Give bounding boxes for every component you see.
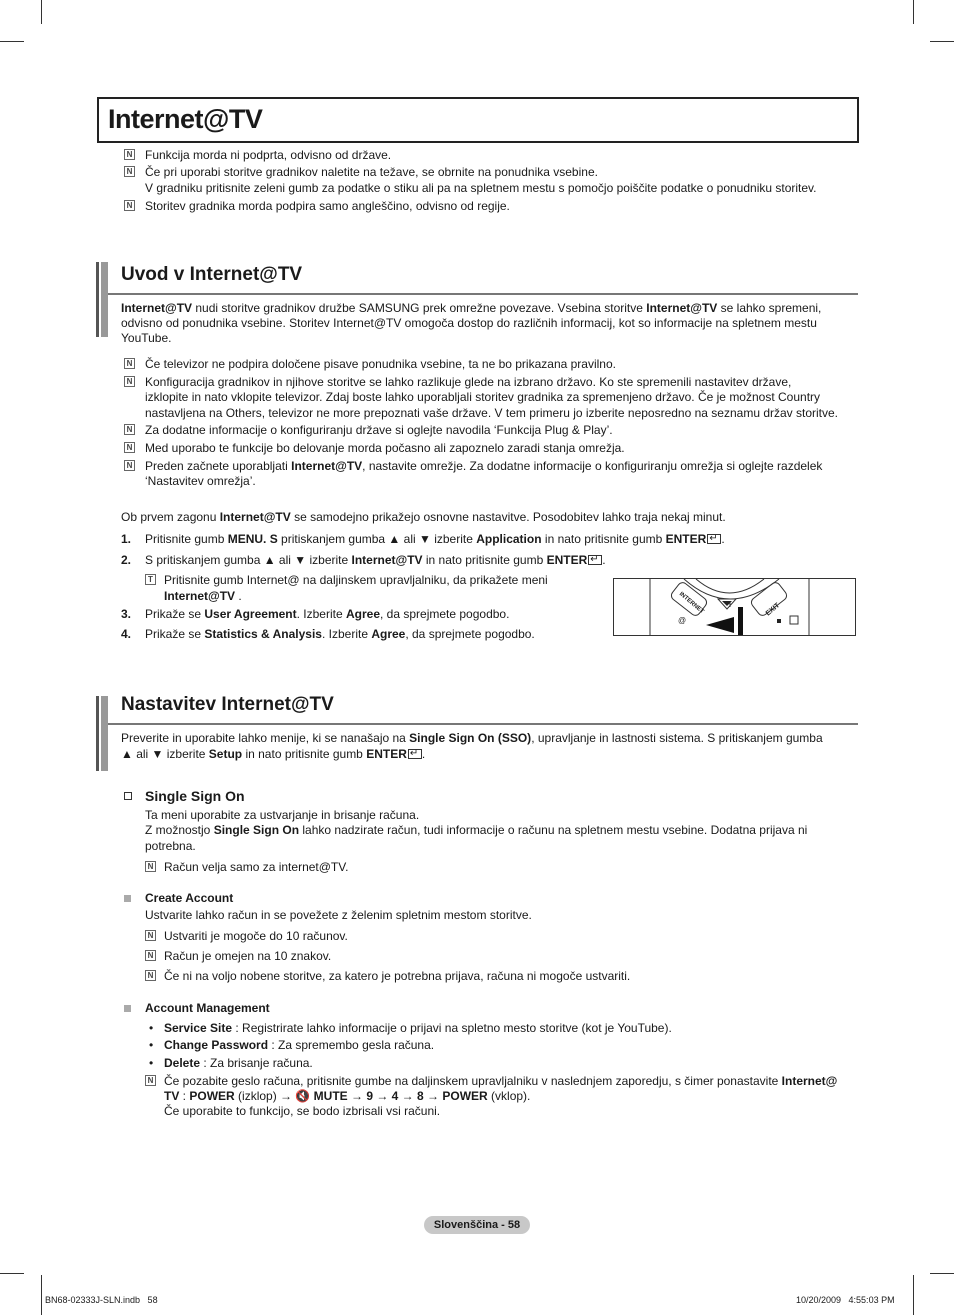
text-segment: in nato pritisnite gumb xyxy=(422,553,547,567)
sso-text: potrebna. xyxy=(145,839,196,853)
text-bold: Internet@TV xyxy=(351,553,423,567)
enter-icon xyxy=(588,555,602,565)
note-icon: N xyxy=(124,460,135,471)
section-rule xyxy=(108,293,858,295)
note-icon: N xyxy=(145,1075,156,1086)
text-segment: in nato pritisnite gumb xyxy=(541,532,666,546)
note-icon: N xyxy=(145,950,156,961)
page-number-badge: Slovenščina - 58 xyxy=(424,1216,530,1234)
text-bold: Setup xyxy=(208,747,243,761)
text-segment: Ob prvem zagonu xyxy=(121,510,220,524)
note-icon: N xyxy=(145,861,156,872)
section-bar xyxy=(101,262,108,337)
note-segment: Preden začnete uporabljati xyxy=(145,459,292,473)
square-bullet-icon xyxy=(124,895,131,902)
note-text: ‘Nastavitev omrežja’. xyxy=(145,474,256,488)
create-title: Create Account xyxy=(145,891,234,905)
sso-title: Single Sign On xyxy=(145,788,245,804)
crop-mark xyxy=(930,1273,954,1274)
note-icon: N xyxy=(124,358,135,369)
note-icon: N xyxy=(124,200,135,211)
setup-intro xyxy=(121,731,823,747)
bullet-icon: • xyxy=(149,1021,154,1035)
text-segment: lahko nadzirate račun, tudi informacije o računu na spletnem mestu vsebine. Dodatna prijava ni xyxy=(299,823,808,837)
text-segment: : Registrirate lahko informacije o prijavi na spletno mesto storitve (kot je YouTube). xyxy=(232,1021,672,1035)
text-bold: Agree xyxy=(345,607,380,621)
text-bold: ENTER xyxy=(665,532,707,546)
note-bold: Internet@TV xyxy=(291,459,363,473)
text-bold: Application xyxy=(476,532,542,546)
note-text: Če televizor ne podpira določene pisave ponudnika vsebine, ta ne bo prikazana pravilno. xyxy=(145,357,616,371)
footer-datetime: 10/20/2009 4:55:03 PM xyxy=(796,1295,895,1305)
setup-intro xyxy=(121,747,425,763)
crop-mark xyxy=(0,41,24,42)
text-bold: Internet@ xyxy=(781,1074,838,1088)
text-bold: 🔇 MUTE → 9 → 4 → 8 → POWER xyxy=(295,1089,488,1103)
text-segment: ▲ ali ▼ izberite xyxy=(121,747,209,761)
note-icon: N xyxy=(145,930,156,941)
note-icon: N xyxy=(124,424,135,435)
text-segment: se samodejno prikažejo osnovne nastavitve. Posodobitev lahko traja nekaj minut. xyxy=(290,510,726,524)
section-bar xyxy=(101,696,108,771)
mgmt-item xyxy=(164,1021,672,1037)
footer-file: BN68-02333J-SLN.indb 58 xyxy=(45,1295,158,1305)
text-segment: . xyxy=(235,589,242,603)
text-bold: POWER xyxy=(189,1089,235,1103)
note-text xyxy=(164,1074,837,1090)
text-bold: Service Site xyxy=(164,1021,233,1035)
note-icon: N xyxy=(145,970,156,981)
note-icon: N xyxy=(124,149,135,160)
text-segment: , upravljanje in lastnosti sistema. S pritiskanjem gumba xyxy=(531,731,823,745)
section-title: Uvod v Internet@TV xyxy=(121,264,303,285)
note-icon: N xyxy=(124,166,135,177)
text-bold: Agree xyxy=(371,627,406,641)
sso-text xyxy=(145,823,807,839)
crop-mark xyxy=(913,0,914,24)
intro-text: se lahko spremeni, xyxy=(717,301,822,315)
note-text: Račun velja samo za internet@TV. xyxy=(164,860,349,874)
note-text: V gradniku pritisnite zeleni gumb za podatke o stiku ali pa na spletnem mestu s pomočjo poiščite podatke o ponudniku storitev. xyxy=(145,181,817,195)
text-bold: TV xyxy=(164,1089,180,1103)
crop-mark xyxy=(41,1275,42,1315)
crop-mark xyxy=(41,0,42,24)
text-segment: : xyxy=(179,1089,190,1103)
text-bold: Change Password xyxy=(164,1038,269,1052)
intro-line: YouTube. xyxy=(121,331,172,345)
text-bold: Delete xyxy=(164,1056,201,1070)
tip-icon: T xyxy=(145,574,156,585)
section-bar xyxy=(96,262,99,337)
text-segment: Pritisnite gumb xyxy=(145,532,228,546)
intro-paragraph xyxy=(121,301,821,317)
text-bold: MENU. S xyxy=(227,532,278,546)
note-text xyxy=(145,459,822,475)
text-segment: Prikaže se xyxy=(145,607,205,621)
bullet-icon: • xyxy=(149,1038,154,1052)
note-text: Če pri uporabi storitve gradnikov naletite na težave, se obrnite na ponudnika vsebine. xyxy=(145,165,598,179)
mgmt-title: Account Management xyxy=(145,1001,270,1015)
note-text: Funkcija morda ni podprta, odvisno od države. xyxy=(145,148,392,162)
text-segment: Če pozabite geslo računa, pritisnite gumbe na daljinskem upravljalniku v naslednjem zaporedju, s čimer ponastavite xyxy=(164,1074,782,1088)
tip-text xyxy=(164,589,242,605)
intro-line: odvisno od ponudnika vsebine. Storitev Internet@TV omogoča dostop do različnih informacij, kot so informacije na spletnem mestu xyxy=(121,316,817,330)
text-segment: Z možnostjo xyxy=(145,823,214,837)
step-number: 2. xyxy=(121,553,132,567)
note-text: Med uporabo te funkcije bo delovanje morda počasno ali zapoznelo zaradi stanja omrežja. xyxy=(145,441,625,455)
bullet-icon: • xyxy=(149,1056,154,1070)
text-bold: Single Sign On (SSO) xyxy=(409,731,532,745)
text-segment: , da sprejmete pogodbo. xyxy=(405,627,535,641)
create-text: Ustvarite lahko račun in se povežete z želenim spletnim mestom storitve. xyxy=(145,908,532,922)
crop-mark xyxy=(0,1273,24,1274)
text-bold: ENTER xyxy=(546,553,588,567)
remote-internet-label: INTERNET xyxy=(677,591,705,616)
text-bold: Statistics & Analysis xyxy=(204,627,322,641)
note-icon: N xyxy=(124,442,135,453)
text-bold: User Agreement xyxy=(204,607,297,621)
tip-text: Pritisnite gumb Internet@ na daljinskem upravljalniku, da prikažete meni xyxy=(164,573,548,587)
mgmt-item xyxy=(164,1056,313,1072)
remote-drawing xyxy=(614,579,856,636)
note-text: nastavljena na Others, televizor ne more prepoznati vaše države. V tem primeru jo izberite neposredno na seznamu držav storitve. xyxy=(145,406,839,420)
text-segment: : Za spremembo gesla računa. xyxy=(268,1038,435,1052)
note-text: Račun je omejen na 10 znakov. xyxy=(164,949,332,963)
note-segment: , nastavite omrežje. Za dodatne informacije o konfiguriranju omrežja si oglejte razdelek xyxy=(362,459,823,473)
step-text xyxy=(145,607,509,623)
intro-text: nudi storitve gradnikov družbe SAMSUNG prek omrežne povezave. Vsebina storitve xyxy=(192,301,647,315)
text-bold: Internet@TV xyxy=(219,510,291,524)
note-text: Če uporabite to funkcijo, se bodo izbrisali vsi računi. xyxy=(164,1104,441,1118)
remote-illustration xyxy=(613,578,856,636)
remote-exit-label: EXIT xyxy=(764,602,782,618)
note-text: Konfiguracija gradnikov in njihove storitve se lahko razlikuje glede na izbrano državo. Ko ste spremenili nastavitev države, xyxy=(145,375,792,389)
text-segment: , da sprejmete pogodbo. xyxy=(380,607,510,621)
note-text: Ustvariti je mogoče do 10 računov. xyxy=(164,929,348,943)
intro-bold: Internet@TV xyxy=(121,301,193,315)
step-number: 1. xyxy=(121,532,132,546)
text-segment: . Izberite xyxy=(296,607,346,621)
text-segment: . Izberite xyxy=(321,627,372,641)
section-bar xyxy=(96,696,99,771)
step-text xyxy=(145,532,725,548)
section-title: Nastavitev Internet@TV xyxy=(121,694,334,715)
text-segment: Preverite in uporabite lahko menije, ki se nanašajo na xyxy=(121,731,410,745)
text-segment: (izklop) → xyxy=(234,1089,296,1103)
step-text xyxy=(145,553,606,569)
text-bold: Single Sign On xyxy=(213,823,300,837)
enter-icon xyxy=(707,534,721,544)
first-start-paragraph xyxy=(121,510,726,526)
step-number: 3. xyxy=(121,607,132,621)
note-icon: N xyxy=(124,376,135,387)
text-bold: ENTER xyxy=(366,747,407,761)
checkbox-bullet-icon xyxy=(124,792,132,800)
text-segment: S pritiskanjem gumba ▲ ali ▼ izberite xyxy=(145,553,352,567)
text-segment: (vklop). xyxy=(487,1089,531,1103)
text-segment: pritiskanjem gumba ▲ ali ▼ izberite xyxy=(277,532,477,546)
intro-bold: Internet@TV xyxy=(646,301,718,315)
text-segment: . xyxy=(602,553,606,567)
note-text: Če ni na voljo nobene storitve, za katero je potrebna prijava, računa ni mogoče ustvariti. xyxy=(164,969,631,983)
square-bullet-icon xyxy=(124,1005,131,1012)
note-text: izklopite in nato vklopite televizor. Zdaj boste lahko uporabljali storitev gradnika za spremenjeno državo. Če je možnost Country xyxy=(145,390,821,404)
page-title: Internet@TV xyxy=(108,104,263,134)
note-text: Storitev gradnika morda podpira samo angleščino, odvisno od regije. xyxy=(145,199,510,213)
remote-at-label: @ xyxy=(678,616,687,625)
text-segment: in nato pritisnite gumb xyxy=(242,747,367,761)
note-text xyxy=(164,1089,530,1105)
crop-mark xyxy=(930,41,954,42)
text-segment: : Za brisanje računa. xyxy=(200,1056,313,1070)
page-title-box xyxy=(97,97,859,143)
note-text: Za dodatne informacije o konfiguriranju države si oglejte navodila ‘Funkcija Plug & Play’. xyxy=(145,423,613,437)
text-segment: . xyxy=(721,532,725,546)
section-rule xyxy=(108,723,858,725)
step-number: 4. xyxy=(121,627,132,641)
enter-icon xyxy=(408,749,422,759)
sso-text: Ta meni uporabite za ustvarjanje in brisanje računa. xyxy=(145,808,420,822)
mgmt-item xyxy=(164,1038,434,1054)
text-bold: Internet@TV xyxy=(164,589,236,603)
text-segment: . xyxy=(421,747,426,761)
step-text xyxy=(145,627,535,643)
text-segment: Prikaže se xyxy=(145,627,205,641)
crop-mark xyxy=(913,1275,914,1315)
